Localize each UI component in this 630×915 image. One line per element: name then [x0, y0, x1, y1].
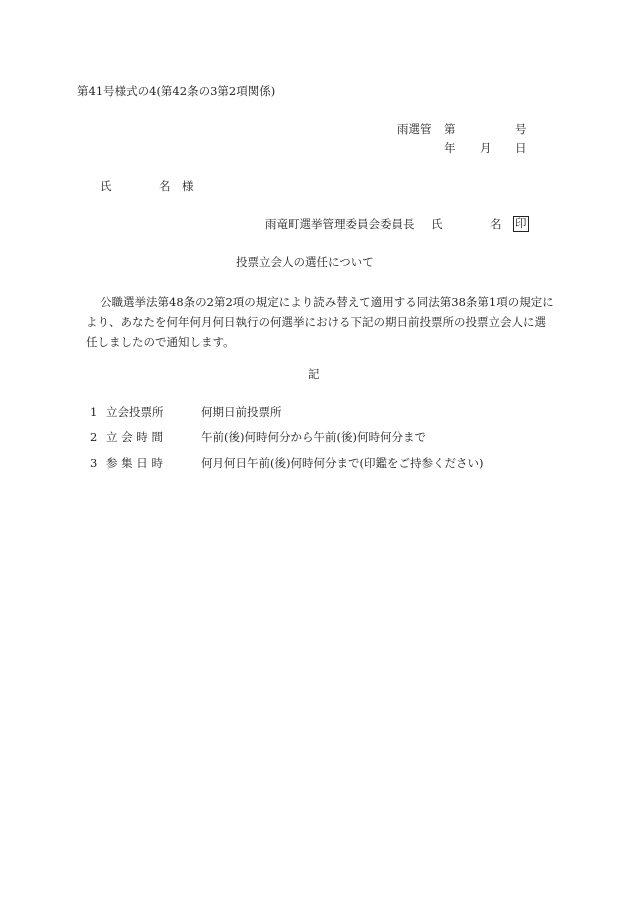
ref-prefix: 雨選管	[397, 122, 432, 136]
seal-mark	[511, 216, 529, 232]
item-3-num: 3	[90, 456, 98, 470]
item-3-value: 何月何日午前(後)何時何分まで(印鑑をご持参ください)	[201, 456, 484, 470]
addressee-mei: 名	[159, 179, 171, 193]
date-day: 日	[515, 141, 527, 155]
subject-title: 投票立会人の選任について	[236, 255, 374, 269]
addressee-shi: 氏	[100, 179, 112, 193]
form-id: 第41号様式の4(第42条の3第2項関係)	[77, 84, 276, 98]
ki-heading: 記	[308, 367, 320, 381]
item-1-num: 1	[90, 405, 98, 419]
sender-shi: 氏	[431, 217, 443, 231]
item-2-num: 2	[90, 430, 98, 444]
sender-mei: 名	[490, 217, 502, 231]
seal-stamp: 印	[515, 216, 527, 230]
addressee-sama: 様	[182, 179, 194, 193]
date-month: 月	[480, 141, 492, 155]
body-text: 公職選挙法第48条の2第2項の規定により読み替えて適用する同法第38条第1項の規定により、あなたを何年何月何日執行の何選挙における下記の期日前投票所の投票立会人に選任しましたので通知します。	[86, 295, 554, 349]
ref-dai: 第	[444, 122, 456, 136]
item-1-label: 立会投票所	[106, 405, 164, 419]
item-3-label: 参 集 日 時	[106, 456, 163, 470]
sender-title: 雨竜町選挙管理委員会委員長	[265, 217, 415, 231]
body-paragraph	[86, 292, 556, 352]
item-1-value: 何期日前投票所	[201, 405, 282, 419]
date-year: 年	[444, 141, 456, 155]
item-2-label: 立 会 時 間	[106, 430, 163, 444]
ref-go: 号	[515, 122, 527, 136]
item-2-value: 午前(後)何時何分から午前(後)何時何分まで	[201, 430, 426, 444]
